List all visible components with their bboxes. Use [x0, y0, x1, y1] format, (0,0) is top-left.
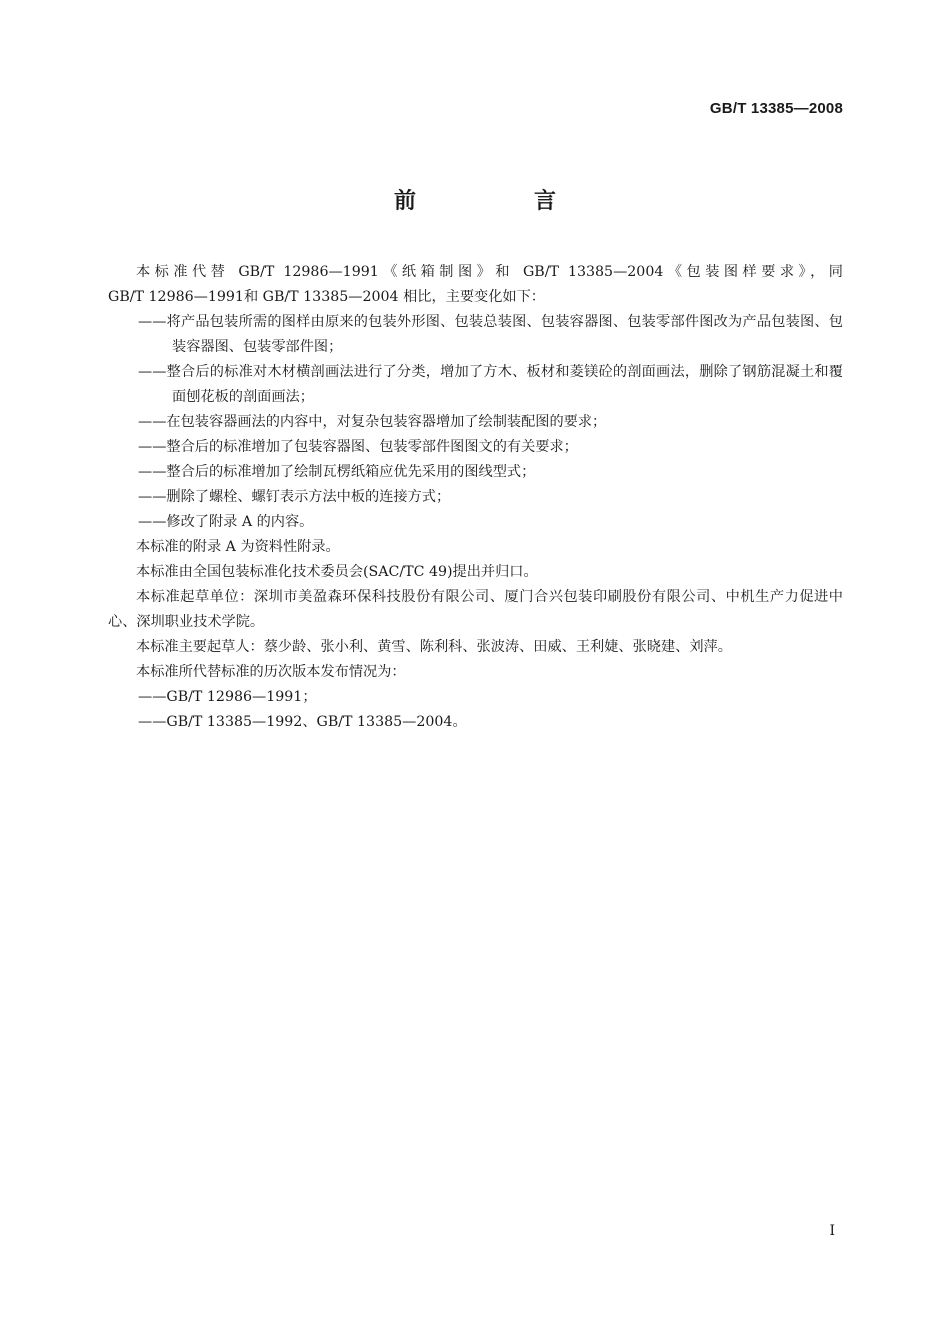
standard-number: GB/T 13385—2008 — [709, 100, 843, 117]
page-number: I — [829, 1223, 835, 1239]
proposed-by: 本标准由全国包装标准化技术委员会(SAC/TC 49)提出并归口。 — [136, 564, 538, 580]
intro-paragraph-line1: 本标准代替 GB/T 12986—1991《纸箱制图》和 GB/T 13385—2004《包装图样要求》，同 — [136, 264, 843, 280]
annex-note: 本标准的附录 A 为资料性附录。 — [136, 539, 340, 555]
drafters: 本标准主要起草人：蔡少龄、张小利、黄雪、陈利科、张波涛、田威、王利婕、张晓建、刘萍。 — [136, 639, 732, 655]
history-intro: 本标准所代替标准的历次版本发布情况为： — [136, 664, 406, 680]
change-item: ——整合后的标准增加了绘制瓦楞纸箱应优先采用的图线型式； — [138, 464, 536, 480]
change-item: ——在包装容器画法的内容中，对复杂包装容器增加了绘制装配图的要求； — [138, 414, 607, 430]
history-item: ——GB/T 13385—1992、GB/T 13385—2004。 — [138, 714, 467, 730]
change-item: ——删除了螺栓、螺钉表示方法中板的连接方式； — [138, 489, 451, 505]
change-item: ——整合后的标准增加了包装容器图、包装零部件图图文的有关要求； — [138, 439, 578, 455]
change-item: ——整合后的标准对木材横剖画法进行了分类，增加了方木、板材和菱镁砼的剖面画法，删除了钢筋混凝土和覆面刨花板的剖面画法； — [138, 364, 843, 405]
history-item: ——GB/T 12986—1991； — [138, 689, 317, 705]
change-item: ——修改了附录 A 的内容。 — [138, 514, 314, 530]
page-title: 前 言 — [393, 189, 604, 214]
foreword-body — [108, 260, 843, 735]
intro-paragraph-line2: GB/T 12986—1991和 GB/T 13385—2004 相比，主要变化如下： — [108, 289, 545, 305]
drafting-units: 本标准起草单位：深圳市美盈森环保科技股份有限公司、厦门合兴包装印刷股份有限公司、中机生产力促进中心、深圳职业技术学院。 — [108, 589, 843, 630]
change-item: ——将产品包装所需的图样由原来的包装外形图、包装总装图、包装容器图、包装零部件图改为产品包装图、包装容器图、包装零部件图； — [138, 314, 843, 355]
